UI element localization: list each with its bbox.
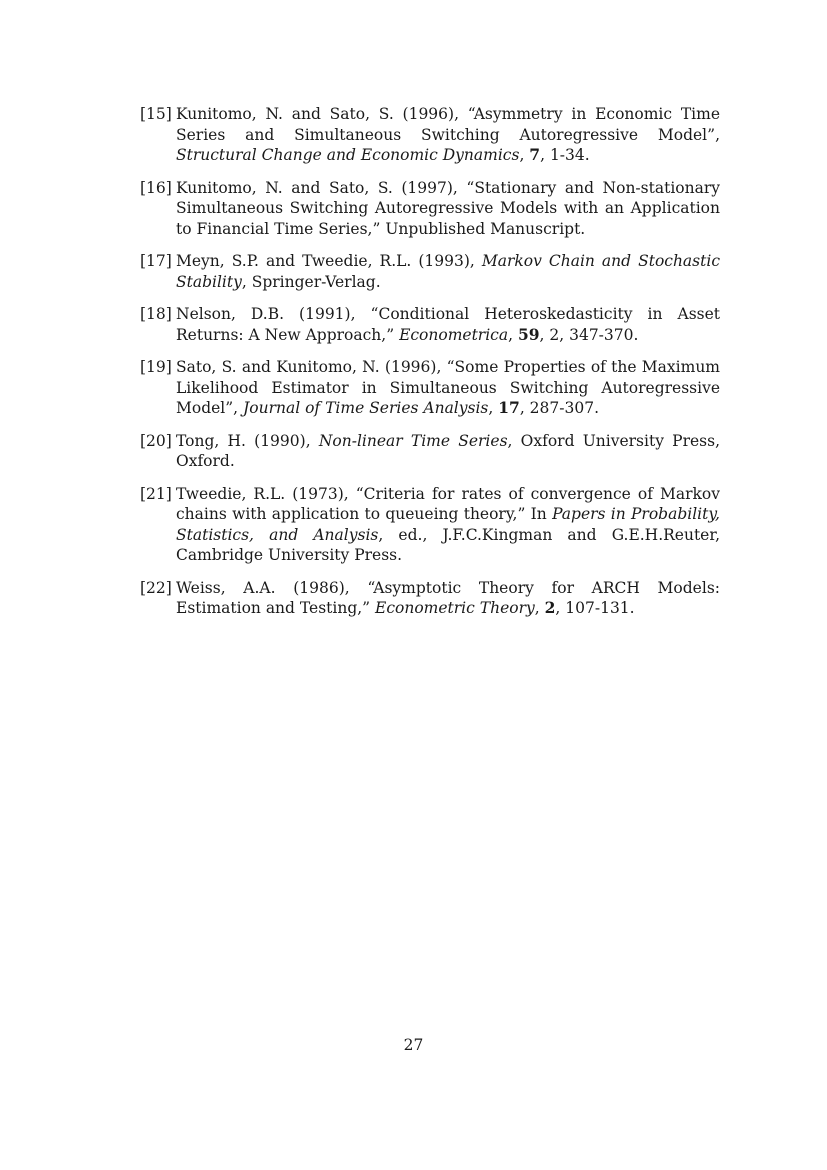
reference-number: [20] — [140, 431, 172, 450]
reference-title: Non-linear Time Series — [318, 431, 508, 450]
reference-text: , — [488, 399, 499, 417]
reference-text: , — [534, 599, 545, 617]
reference-number: [15] — [140, 105, 172, 123]
reference-number: [18] — [140, 305, 172, 323]
reference-volume: 7 — [529, 145, 541, 164]
reference-text: Meyn, S.P. and Tweedie, R.L. (1993), — [176, 252, 482, 270]
reference-title: Structural Change and Economic Dynamics — [176, 146, 520, 164]
reference-volume: 17 — [498, 398, 520, 417]
reference-volume: 2 — [544, 598, 556, 617]
reference-title: Papers in Probability, Statistics, and Analysis — [176, 505, 720, 544]
reference-text: , — [508, 325, 518, 344]
reference-item — [140, 431, 720, 472]
reference-title: Markov Chain and Stochastic Stability — [176, 252, 720, 291]
reference-number: [21] — [140, 484, 172, 503]
reference-item — [140, 357, 720, 419]
reference-text: Sato, S. and Kunitomo, N. (1996), “Some Properties of the Maximum Likelihood Estimator in Simultaneous Switching Autoregressive Model”, — [176, 358, 720, 417]
reference-text: , ed., J.F.C.Kingman and G.E.H.Reuter, Cambridge University Press. — [176, 525, 720, 564]
reference-text: , 1-34. — [540, 146, 590, 164]
reference-title: Journal of Time Series Analysis — [243, 399, 489, 417]
reference-item — [140, 178, 720, 240]
reference-text: Weiss, A.A. (1986), “Asymptotic Theory for ARCH Models: Estimation and Testing,” — [176, 578, 720, 617]
reference-number: [22] — [140, 578, 172, 597]
reference-item — [140, 578, 720, 619]
reference-title: Econometrica — [399, 325, 509, 344]
reference-item — [140, 251, 720, 292]
reference-text: , 287-307. — [519, 399, 600, 417]
reference-title: Econometric Theory — [375, 599, 535, 617]
reference-number: [16] — [140, 178, 172, 197]
reference-text: Tweedie, R.L. (1973), “Criteria for rates of convergence of Markov chains with application to queueing theory,” In — [176, 484, 720, 523]
reference-text: Nelson, D.B. (1991), “Conditional Heteroskedasticity in Asset Returns: A New Approach,” — [176, 305, 720, 344]
reference-number: [19] — [140, 358, 172, 376]
reference-text: , Springer-Verlag. — [241, 272, 381, 291]
reference-item — [140, 104, 720, 166]
reference-text: , — [519, 146, 530, 164]
reference-text: , Oxford University Press, Oxford. — [176, 431, 721, 470]
reference-item — [140, 304, 720, 345]
reference-text: Kunitomo, N. and Sato, S. (1997), “Stationary and Non-stationary Simultaneous Switching Autoregressive Models with an Application to Financial Time Series,” Unpublished Manuscript. — [176, 178, 720, 238]
reference-list — [140, 104, 720, 631]
reference-volume: 59 — [517, 324, 540, 344]
reference-item — [140, 484, 720, 566]
reference-text: , 107-131. — [555, 599, 635, 617]
reference-text: Kunitomo, N. and Sato, S. (1996), “Asymmetry in Economic Time Series and Simultaneous Switching Autoregressive Model”, — [176, 105, 720, 144]
reference-text: Tong, H. (1990), — [176, 431, 319, 450]
reference-text: , 2, 347-370. — [539, 325, 639, 344]
reference-number: [17] — [140, 252, 172, 270]
page-number: 27 — [403, 1036, 424, 1054]
